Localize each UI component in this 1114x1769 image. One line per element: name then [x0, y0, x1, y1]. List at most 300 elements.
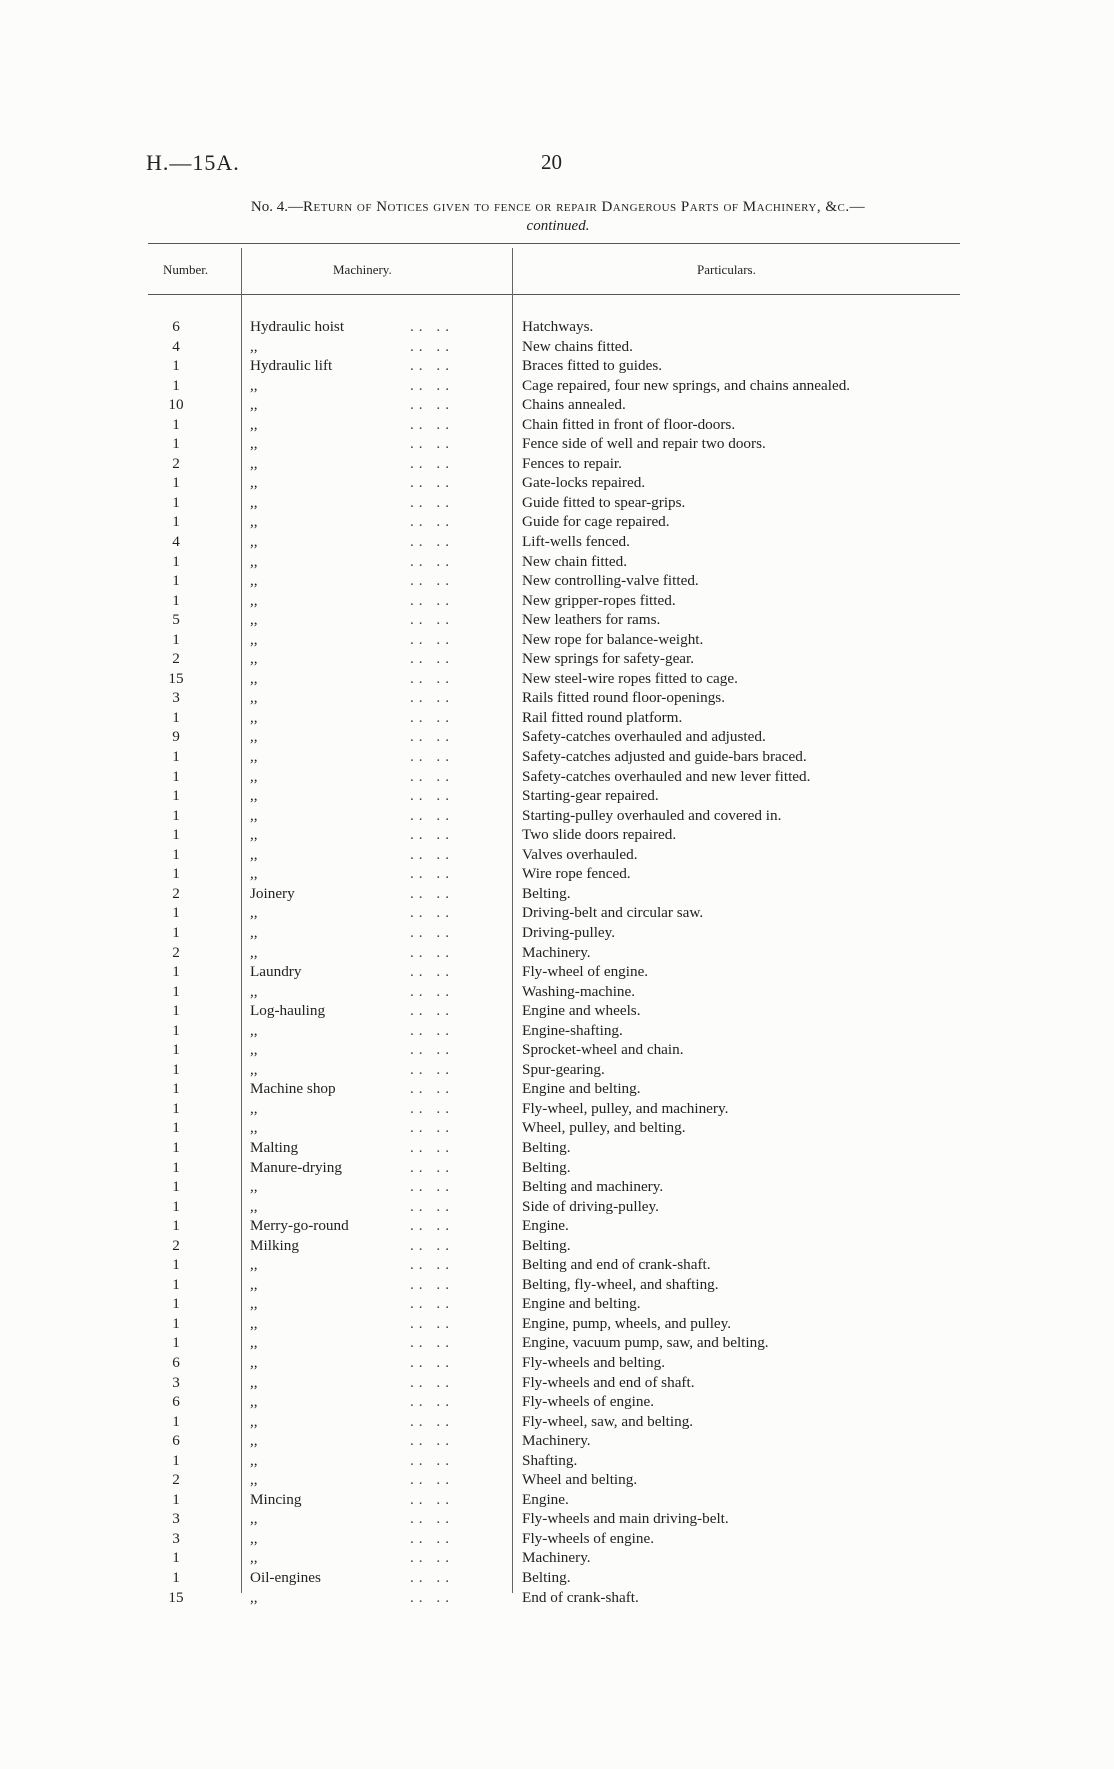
leader-dots: .. .. [410, 1549, 454, 1567]
row-particulars: Chain fitted in front of floor-doors. [522, 415, 736, 433]
leader-dots: .. .. [410, 318, 454, 335]
title-text: Return of Notices given to fence or repair Dangerous Parts of Machinery, &c.— [302, 199, 866, 215]
row-machinery: ,, [250, 1432, 258, 1450]
row-machinery: ,, [250, 806, 258, 824]
row-particulars: Belting and machinery. [522, 1178, 664, 1196]
row-number: 1 [172, 1138, 180, 1156]
row-particulars: Belting and end of crank-shaft. [522, 1256, 711, 1274]
row-number: 1 [172, 1119, 180, 1137]
row-number: 1 [172, 1490, 180, 1508]
table-row [148, 1275, 968, 1295]
leader-dots: .. .. [410, 689, 454, 707]
row-particulars: Side of driving-pulley. [522, 1197, 659, 1215]
leader-dots: .. .. [410, 1275, 454, 1293]
table-body [148, 317, 968, 1607]
leader-dots: .. .. [410, 1021, 454, 1039]
row-particulars: Rail fitted round platform. [522, 708, 683, 726]
row-machinery: ,, [250, 1314, 258, 1332]
row-machinery: ,, [250, 1393, 258, 1411]
row-number: 1 [172, 1275, 180, 1293]
leader-dots: .. .. [410, 669, 454, 687]
leader-dots: .. .. [410, 1490, 454, 1508]
header-top-rule [148, 243, 960, 244]
table-row [148, 1451, 968, 1471]
row-number: 4 [172, 533, 180, 551]
table-row [148, 1138, 968, 1158]
row-number: 6 [172, 1432, 180, 1450]
leader-dots: .. .. [410, 904, 454, 922]
leader-dots: .. .. [410, 1412, 454, 1430]
leader-dots: .. .. [410, 1002, 454, 1020]
row-machinery: ,, [250, 1099, 258, 1117]
leader-dots: .. .. [410, 513, 454, 531]
row-machinery: ,, [250, 728, 258, 746]
row-number: 1 [172, 1451, 180, 1469]
table-row [148, 317, 968, 337]
leader-dots: .. .. [410, 1373, 454, 1391]
row-machinery: ,, [250, 513, 258, 531]
title-prefix: No. 4.— [250, 199, 303, 215]
row-number: 1 [172, 904, 180, 922]
row-number: 1 [172, 415, 180, 433]
leader-dots: .. .. [410, 396, 454, 414]
row-particulars: New controlling-valve fitted. [522, 572, 699, 590]
leader-dots: .. .. [410, 787, 454, 805]
row-particulars: New leathers for rams. [522, 611, 661, 629]
row-number: 1 [172, 1314, 180, 1332]
row-machinery: ,, [250, 396, 258, 414]
row-particulars: Hatchways. [522, 318, 594, 335]
table-row [148, 1568, 968, 1588]
row-machinery: Machine shop [250, 1080, 336, 1098]
row-machinery: ,, [250, 1353, 258, 1371]
row-number: 1 [172, 1549, 180, 1567]
row-number: 1 [172, 806, 180, 824]
row-machinery: ,, [250, 767, 258, 785]
row-particulars: Machinery. [522, 1549, 591, 1567]
row-particulars: Starting-pulley overhauled and covered in. [522, 806, 782, 824]
leader-dots: .. .. [410, 493, 454, 511]
leader-dots: .. .. [410, 572, 454, 590]
row-number: 1 [172, 1295, 180, 1313]
table-row [148, 1040, 968, 1060]
table-row [148, 512, 968, 532]
row-particulars: Engine and belting. [522, 1080, 641, 1098]
leader-dots: .. .. [410, 963, 454, 981]
row-number: 1 [172, 845, 180, 863]
row-number: 1 [172, 1021, 180, 1039]
leader-dots: .. .. [410, 865, 454, 883]
row-machinery: ,, [250, 1256, 258, 1274]
row-machinery: ,, [250, 1373, 258, 1391]
row-machinery: ,, [250, 572, 258, 590]
table-row [148, 1197, 968, 1217]
leader-dots: .. .. [410, 1432, 454, 1450]
leader-dots: .. .. [410, 454, 454, 472]
row-number: 3 [172, 1529, 180, 1547]
table-row [148, 747, 968, 767]
row-particulars: New gripper-ropes fitted. [522, 591, 676, 609]
leader-dots: .. .. [410, 552, 454, 570]
column-header-machinery: Machinery. [333, 262, 392, 277]
leader-dots: .. .. [410, 923, 454, 941]
leader-dots: .. .. [410, 1529, 454, 1547]
leader-dots: .. .. [410, 767, 454, 785]
row-number: 1 [172, 1080, 180, 1098]
row-machinery: Milking [250, 1236, 299, 1254]
column-header-number: Number. [163, 262, 209, 277]
leader-dots: .. .. [410, 1569, 454, 1586]
leader-dots: .. .. [410, 435, 454, 453]
leader-dots: .. .. [410, 826, 454, 844]
leader-dots: .. .. [410, 1393, 454, 1411]
row-machinery: Malting [250, 1138, 299, 1156]
row-machinery: ,, [250, 552, 258, 570]
row-particulars: Engine, pump, wheels, and pulley. [522, 1314, 732, 1332]
row-particulars: End of crank-shaft. [522, 1588, 639, 1606]
leader-dots: .. .. [410, 1158, 454, 1176]
leader-dots: .. .. [410, 1295, 454, 1313]
row-machinery: ,, [250, 650, 258, 668]
table-row [148, 571, 968, 591]
row-particulars: Cage repaired, four new springs, and chains annealed. [522, 376, 851, 394]
row-machinery: Mincing [250, 1490, 302, 1508]
row-particulars: Guide for cage repaired. [522, 513, 670, 531]
header-bottom-rule [148, 294, 960, 295]
row-machinery: ,, [250, 845, 258, 863]
row-number: 1 [172, 1002, 180, 1020]
row-machinery: ,, [250, 943, 258, 961]
table-row [148, 1294, 968, 1314]
row-machinery: Hydraulic hoist [250, 318, 345, 335]
row-number: 6 [172, 1393, 180, 1411]
row-particulars: New steel-wire ropes fitted to cage. [522, 669, 738, 687]
row-number: 5 [172, 611, 180, 629]
leader-dots: .. .. [410, 1041, 454, 1059]
row-particulars: Belting. [522, 1138, 571, 1156]
row-number: 1 [172, 1256, 180, 1274]
leader-dots: .. .. [410, 1138, 454, 1156]
table-row [148, 727, 968, 747]
row-machinery: Laundry [250, 963, 302, 981]
table-row [148, 1470, 968, 1490]
row-particulars: Braces fitted to guides. [522, 357, 663, 375]
table-row [148, 884, 968, 904]
row-number: 9 [172, 728, 180, 746]
row-particulars: Engine-shafting. [522, 1021, 623, 1039]
leader-dots: .. .. [410, 630, 454, 648]
table-row [148, 1255, 968, 1275]
row-particulars: Belting, fly-wheel, and shafting. [522, 1275, 719, 1293]
leader-dots: .. .. [410, 1197, 454, 1215]
row-number: 1 [172, 357, 180, 375]
row-particulars: Driving-belt and circular saw. [522, 904, 704, 922]
row-particulars: Starting-gear repaired. [522, 787, 659, 805]
row-number: 1 [172, 1060, 180, 1078]
leader-dots: .. .. [410, 1471, 454, 1489]
table-row [148, 767, 968, 787]
leader-dots: .. .. [410, 1099, 454, 1117]
row-particulars: Fly-wheels and belting. [522, 1353, 665, 1371]
table-row [148, 454, 968, 474]
leader-dots: .. .. [410, 1178, 454, 1196]
table-row [148, 1021, 968, 1041]
leader-dots: .. .. [410, 474, 454, 492]
leader-dots: .. .. [410, 357, 454, 375]
row-number: 2 [172, 943, 180, 961]
page-id: H.—15A. [146, 150, 240, 175]
table-row [148, 630, 968, 650]
row-particulars: Rails fitted round floor-openings. [522, 689, 726, 707]
leader-dots: .. .. [410, 982, 454, 1000]
row-number: 2 [172, 884, 180, 902]
column-header-particulars: Particulars. [697, 262, 756, 277]
row-machinery: ,, [250, 533, 258, 551]
row-number: 15 [168, 1588, 184, 1606]
row-particulars: Belting. [522, 1158, 571, 1176]
row-machinery: ,, [250, 1451, 258, 1469]
leader-dots: .. .. [410, 748, 454, 766]
table-row [148, 982, 968, 1002]
leader-dots: .. .. [410, 806, 454, 824]
row-machinery: ,, [250, 904, 258, 922]
row-machinery: Manure-drying [250, 1158, 342, 1176]
table-title [148, 198, 968, 217]
row-particulars: Fly-wheels of engine. [522, 1529, 655, 1547]
row-number: 2 [172, 454, 180, 472]
row-number: 1 [172, 865, 180, 883]
row-machinery: Merry-go-round [250, 1217, 349, 1235]
leader-dots: .. .. [410, 1353, 454, 1371]
table-row [148, 376, 968, 396]
row-particulars: New chain fitted. [522, 552, 628, 570]
row-machinery: ,, [250, 630, 258, 648]
leader-dots: .. .. [410, 533, 454, 551]
row-particulars: New chains fitted. [522, 337, 633, 355]
table-row [148, 1353, 968, 1373]
row-particulars: Fly-wheel of engine. [522, 963, 649, 981]
table-row [148, 943, 968, 963]
table-row [148, 1177, 968, 1197]
row-number: 1 [172, 1412, 180, 1430]
row-number: 1 [172, 1158, 180, 1176]
leader-dots: .. .. [410, 1256, 454, 1274]
table-row [148, 1333, 968, 1353]
row-particulars: Safety-catches adjusted and guide-bars braced. [522, 748, 807, 766]
table-row [148, 962, 968, 982]
table-row [148, 649, 968, 669]
row-machinery: ,, [250, 1275, 258, 1293]
row-particulars: Sprocket-wheel and chain. [522, 1041, 684, 1059]
row-machinery: ,, [250, 1471, 258, 1489]
leader-dots: .. .. [410, 1080, 454, 1098]
row-particulars: Fly-wheels of engine. [522, 1393, 655, 1411]
table-row [148, 688, 968, 708]
row-machinery: ,, [250, 1021, 258, 1039]
row-particulars: Spur-gearing. [522, 1060, 605, 1078]
leader-dots: .. .. [410, 845, 454, 863]
row-machinery: ,, [250, 1060, 258, 1078]
table-row [148, 1588, 968, 1608]
leader-dots: .. .. [410, 1451, 454, 1469]
row-particulars: Engine. [522, 1217, 569, 1235]
row-number: 2 [172, 650, 180, 668]
table-row [148, 1060, 968, 1080]
leader-dots: .. .. [410, 1119, 454, 1137]
table-row [148, 1548, 968, 1568]
leader-dots: .. .. [410, 1060, 454, 1078]
row-number: 6 [172, 318, 180, 335]
row-machinery: Oil-engines [250, 1569, 321, 1586]
row-particulars: Belting. [522, 884, 571, 902]
table-row [148, 356, 968, 376]
leader-dots: .. .. [410, 943, 454, 961]
table-row [148, 1099, 968, 1119]
table-row [148, 610, 968, 630]
table-row [148, 473, 968, 493]
row-machinery: Joinery [250, 884, 295, 902]
row-machinery: ,, [250, 435, 258, 453]
table-row [148, 669, 968, 689]
row-particulars: Valves overhauled. [522, 845, 638, 863]
row-number: 3 [172, 1510, 180, 1528]
table-row [148, 1236, 968, 1256]
table-row [148, 552, 968, 572]
row-particulars: Fly-wheels and end of shaft. [522, 1373, 695, 1391]
row-machinery: ,, [250, 1412, 258, 1430]
row-machinery: ,, [250, 748, 258, 766]
row-particulars: Fly-wheel, saw, and belting. [522, 1412, 694, 1430]
table-row [148, 786, 968, 806]
leader-dots: .. .. [410, 611, 454, 629]
row-number: 2 [172, 1236, 180, 1254]
row-particulars: Safety-catches overhauled and new lever fitted. [522, 767, 811, 785]
row-particulars: Guide fitted to spear-grips. [522, 493, 686, 511]
row-particulars: Machinery. [522, 943, 591, 961]
row-number: 1 [172, 708, 180, 726]
table-row [148, 434, 968, 454]
row-machinery: Log-hauling [250, 1002, 326, 1020]
row-machinery: ,, [250, 611, 258, 629]
row-particulars: New rope for balance-weight. [522, 630, 704, 648]
page-number: 20 [541, 150, 562, 174]
table-row [148, 1412, 968, 1432]
row-particulars: Engine, vacuum pump, saw, and belting. [522, 1334, 769, 1352]
table-row [148, 1314, 968, 1334]
table-row [148, 1529, 968, 1549]
table-row [148, 1079, 968, 1099]
row-particulars: Belting. [522, 1236, 571, 1254]
row-number: 1 [172, 923, 180, 941]
row-particulars: Lift-wells fenced. [522, 533, 630, 551]
table-row [148, 395, 968, 415]
row-number: 1 [172, 435, 180, 453]
row-number: 1 [172, 552, 180, 570]
row-machinery: ,, [250, 1041, 258, 1059]
row-machinery: ,, [250, 1119, 258, 1137]
row-number: 1 [172, 630, 180, 648]
row-particulars: Fly-wheel, pulley, and machinery. [522, 1099, 729, 1117]
table-row [148, 1158, 968, 1178]
row-particulars: Two slide doors repaired. [522, 826, 677, 844]
table-row [148, 845, 968, 865]
row-machinery: ,, [250, 376, 258, 394]
row-particulars: Driving-pulley. [522, 923, 616, 941]
row-machinery: ,, [250, 689, 258, 707]
row-machinery: ,, [250, 1529, 258, 1547]
table-row [148, 415, 968, 435]
row-number: 1 [172, 1334, 180, 1352]
row-particulars: Chains annealed. [522, 396, 626, 414]
row-machinery: ,, [250, 1549, 258, 1567]
row-machinery: ,, [250, 493, 258, 511]
row-machinery: ,, [250, 1588, 258, 1606]
leader-dots: .. .. [410, 650, 454, 668]
leader-dots: .. .. [410, 337, 454, 355]
table-row [148, 806, 968, 826]
row-number: 1 [172, 1197, 180, 1215]
row-particulars: Wheel and belting. [522, 1471, 638, 1489]
table-row [148, 708, 968, 728]
row-number: 6 [172, 1353, 180, 1371]
table-row [148, 493, 968, 513]
row-particulars: Wheel, pulley, and belting. [522, 1119, 686, 1137]
title-continued: continued. [526, 218, 590, 234]
row-particulars: Fence side of well and repair two doors. [522, 435, 766, 453]
table-row [148, 1216, 968, 1236]
leader-dots: .. .. [410, 415, 454, 433]
row-number: 1 [172, 376, 180, 394]
row-number: 1 [172, 748, 180, 766]
row-machinery: ,, [250, 982, 258, 1000]
row-number: 3 [172, 689, 180, 707]
table-row [148, 1490, 968, 1510]
row-number: 2 [172, 1471, 180, 1489]
row-machinery: ,, [250, 454, 258, 472]
table-row [148, 532, 968, 552]
table-row [148, 903, 968, 923]
row-number: 1 [172, 963, 180, 981]
row-particulars: Gate-locks repaired. [522, 474, 646, 492]
row-machinery: ,, [250, 1295, 258, 1313]
row-number: 1 [172, 1569, 180, 1586]
row-number: 1 [172, 1099, 180, 1117]
leader-dots: .. .. [410, 1236, 454, 1254]
row-number: 3 [172, 1373, 180, 1391]
row-number: 15 [168, 669, 184, 687]
row-particulars: Washing-machine. [522, 982, 636, 1000]
row-number: 1 [172, 1178, 180, 1196]
row-number: 1 [172, 982, 180, 1000]
row-machinery: ,, [250, 591, 258, 609]
table-row [148, 591, 968, 611]
table-row [148, 1392, 968, 1412]
row-particulars: Safety-catches overhauled and adjusted. [522, 728, 766, 746]
table-row [148, 825, 968, 845]
row-machinery: ,, [250, 923, 258, 941]
row-particulars: Engine and belting. [522, 1295, 641, 1313]
leader-dots: .. .. [410, 591, 454, 609]
row-particulars: Fences to repair. [522, 454, 622, 472]
table-row [148, 1118, 968, 1138]
leader-dots: .. .. [410, 1314, 454, 1332]
row-machinery: ,, [250, 708, 258, 726]
table-row [148, 1001, 968, 1021]
table-row [148, 864, 968, 884]
row-particulars: Belting. [522, 1569, 571, 1586]
row-number: 1 [172, 826, 180, 844]
row-number: 1 [172, 591, 180, 609]
